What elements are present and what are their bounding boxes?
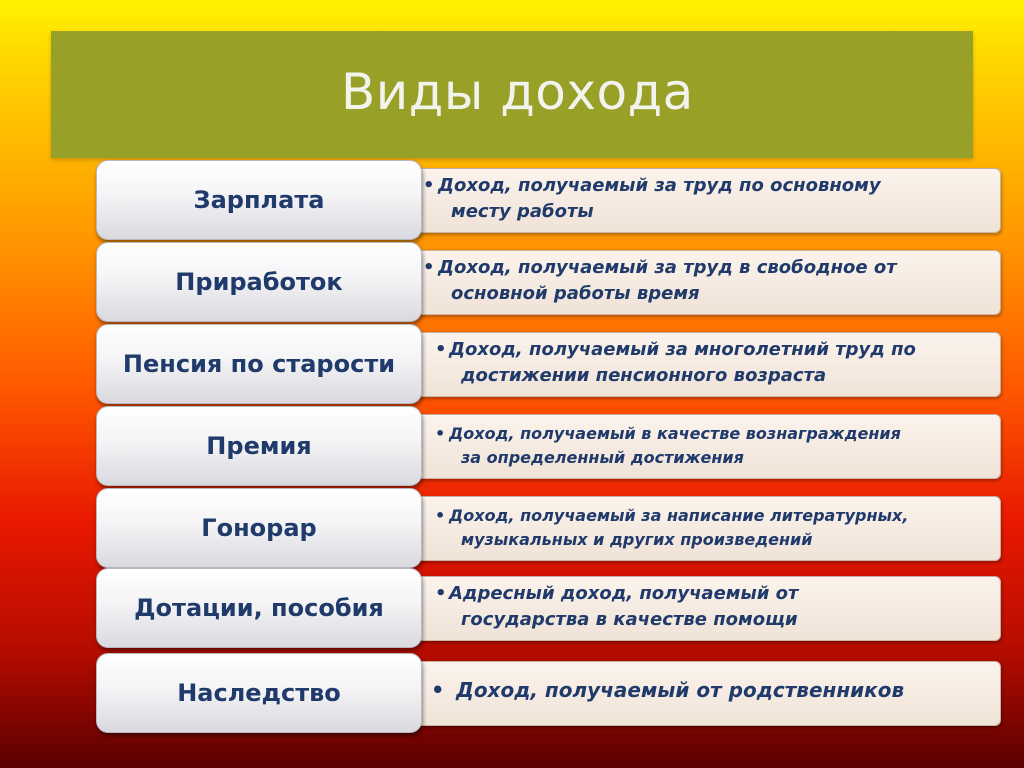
income-row-bonus [0, 406, 1024, 488]
income-row-royalty [0, 488, 1024, 570]
income-row-pension [0, 324, 1024, 406]
bullet-icon: • [435, 583, 447, 604]
description-box [410, 414, 1001, 479]
income-type-label: Зарплата [193, 186, 325, 214]
title-bar [51, 31, 973, 158]
bullet-icon: • [431, 678, 445, 702]
description-line-1: Доход, получаемый от родственников [456, 678, 905, 702]
label-box [96, 160, 422, 240]
description-line-2: основной работы время [451, 283, 700, 304]
income-type-label: Наследство [177, 679, 341, 707]
income-type-label: Дотации, пособия [134, 594, 384, 622]
description-line-2: государства в качестве помощи [461, 609, 798, 630]
income-type-label: Приработок [175, 268, 343, 296]
description-box [410, 576, 1001, 641]
description-box [410, 168, 1001, 233]
bullet-icon: • [435, 424, 446, 443]
description-line-1: Доход, получаемый за написание литературных, [449, 506, 909, 525]
label-box [96, 406, 422, 486]
income-type-label: Премия [206, 432, 312, 460]
description-line-2: месту работы [451, 201, 594, 222]
income-row-side-job [0, 242, 1024, 324]
description-line-1: Доход, получаемый за труд по основному [438, 175, 881, 196]
description-line-1: Адресный доход, получаемый от [449, 583, 799, 604]
income-row-subsidies [0, 568, 1024, 650]
description-box [410, 250, 1001, 315]
bullet-icon: • [423, 257, 435, 278]
description-line-2: музыкальных и других произведений [461, 530, 813, 549]
bullet-icon: • [423, 175, 435, 196]
label-box [96, 568, 422, 648]
description-box [410, 496, 1001, 561]
description-line-1: Доход, получаемый за многолетний труд по [449, 339, 916, 360]
bullet-icon: • [435, 506, 446, 525]
income-row-inheritance [0, 653, 1024, 735]
income-row-salary [0, 160, 1024, 242]
income-type-label: Гонорар [201, 514, 317, 542]
label-box [96, 653, 422, 733]
description-box [410, 332, 1001, 397]
description-line-2: достижении пенсионного возраста [461, 365, 827, 386]
description-line-2: за определенный достижения [461, 448, 744, 467]
bullet-icon: • [435, 339, 447, 360]
income-type-label: Пенсия по старости [122, 350, 396, 378]
label-box [96, 242, 422, 322]
description-line-1: Доход, получаемый за труд в свободное от [438, 257, 897, 278]
description-line-1: Доход, получаемый в качестве вознаграждения [449, 424, 901, 443]
label-box [96, 324, 422, 404]
label-box [96, 488, 422, 568]
description-box [410, 661, 1001, 726]
page-title: Виды дохода [341, 63, 694, 121]
